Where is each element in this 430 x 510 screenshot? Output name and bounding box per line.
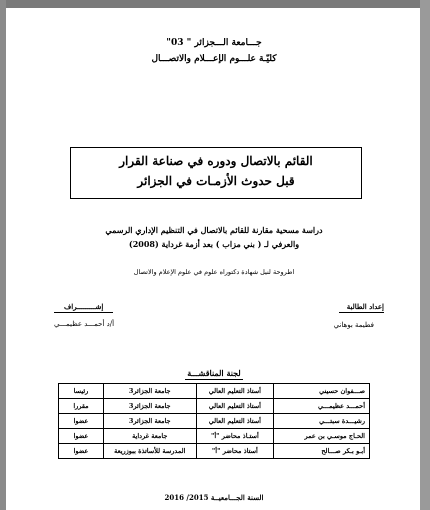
document-page: [14, 14, 414, 510]
faculty-name: كليّـة علـــوم الإعـــلام والاتصـــال: [151, 54, 277, 64]
member-name: الحـاج موسـي بن عمر: [274, 429, 370, 444]
member-institution: المدرسة للأساتذة ببوزريعة: [103, 444, 196, 459]
committee-title: [14, 368, 414, 378]
table-row: [59, 384, 370, 399]
member-rank: أستـاذ محاضر "أ": [196, 429, 274, 444]
member-institution: جامعة الجزائر3: [103, 399, 196, 414]
member-role: عضوا: [59, 444, 104, 459]
supervisor-name: أ/د أحمـــد عظيمـــي: [54, 320, 115, 328]
table-row: [59, 429, 370, 444]
thesis-title-box: [70, 147, 362, 199]
committee-title-text: لجنة المناقشـــة: [187, 368, 241, 378]
thesis-title-line2: قبل حدوث الأزمـات في الجزائر: [137, 174, 295, 188]
member-name: أحمـــد عظيمـــي: [274, 399, 370, 414]
window-frame-top: [0, 0, 430, 8]
window-frame-right: [420, 0, 430, 510]
member-institution: جامعة الجزائر3: [103, 414, 196, 429]
subtitle-line1: دراسة مسحية مقارنة للقائم بالاتصال في التنظيم الإداري الرسمي: [105, 225, 323, 235]
member-rank: أستاذ التعليم العالي: [196, 414, 274, 429]
member-name: رشيـــدة سبتـــي: [274, 414, 370, 429]
university-name: جـــامعة الـــجزائر " 03": [166, 38, 262, 48]
student-name: فطيمة بوهاني: [333, 321, 374, 329]
window-frame-left: [0, 0, 6, 510]
member-name: صـــفوان حسيني: [274, 384, 370, 399]
member-role: عضوا: [59, 429, 104, 444]
table-row: [59, 399, 370, 414]
member-institution: جامعة غرداية: [103, 429, 196, 444]
member-role: رئيسا: [59, 384, 104, 399]
member-rank: أستاذ التعليم العالي: [196, 399, 274, 414]
table-row: [59, 414, 370, 429]
degree-note: اطروحة لنيل شهادة دكتوراه علوم في علوم الإعلام والاتصال: [133, 268, 295, 276]
member-role: مقررا: [59, 399, 104, 414]
member-rank: أستاذ التعليم العالي: [196, 384, 274, 399]
member-rank: أستاذ محاضر "أ": [196, 444, 274, 459]
thesis-subtitle: [54, 225, 374, 249]
member-role: عضوا: [59, 414, 104, 429]
thesis-title-line1: القائم بالاتصال ودوره في صناعة القرار: [119, 154, 313, 168]
supervisor-label: إشـــــــــراف: [54, 302, 113, 313]
header: [14, 38, 414, 64]
member-name: أبـو بـكر صـــالح: [274, 444, 370, 459]
subtitle-line2: والعرفي لـ ( بني مزاب ) بعد أزمة غرداية (2008): [128, 239, 300, 249]
committee-table: [58, 383, 370, 459]
student-label: إعداد الطالبة: [339, 302, 384, 313]
table-row: [59, 444, 370, 459]
academic-year: السنة الجـــامعيــة 2015/ 2016: [164, 493, 264, 502]
member-institution: جامعة الجزائر3: [103, 384, 196, 399]
